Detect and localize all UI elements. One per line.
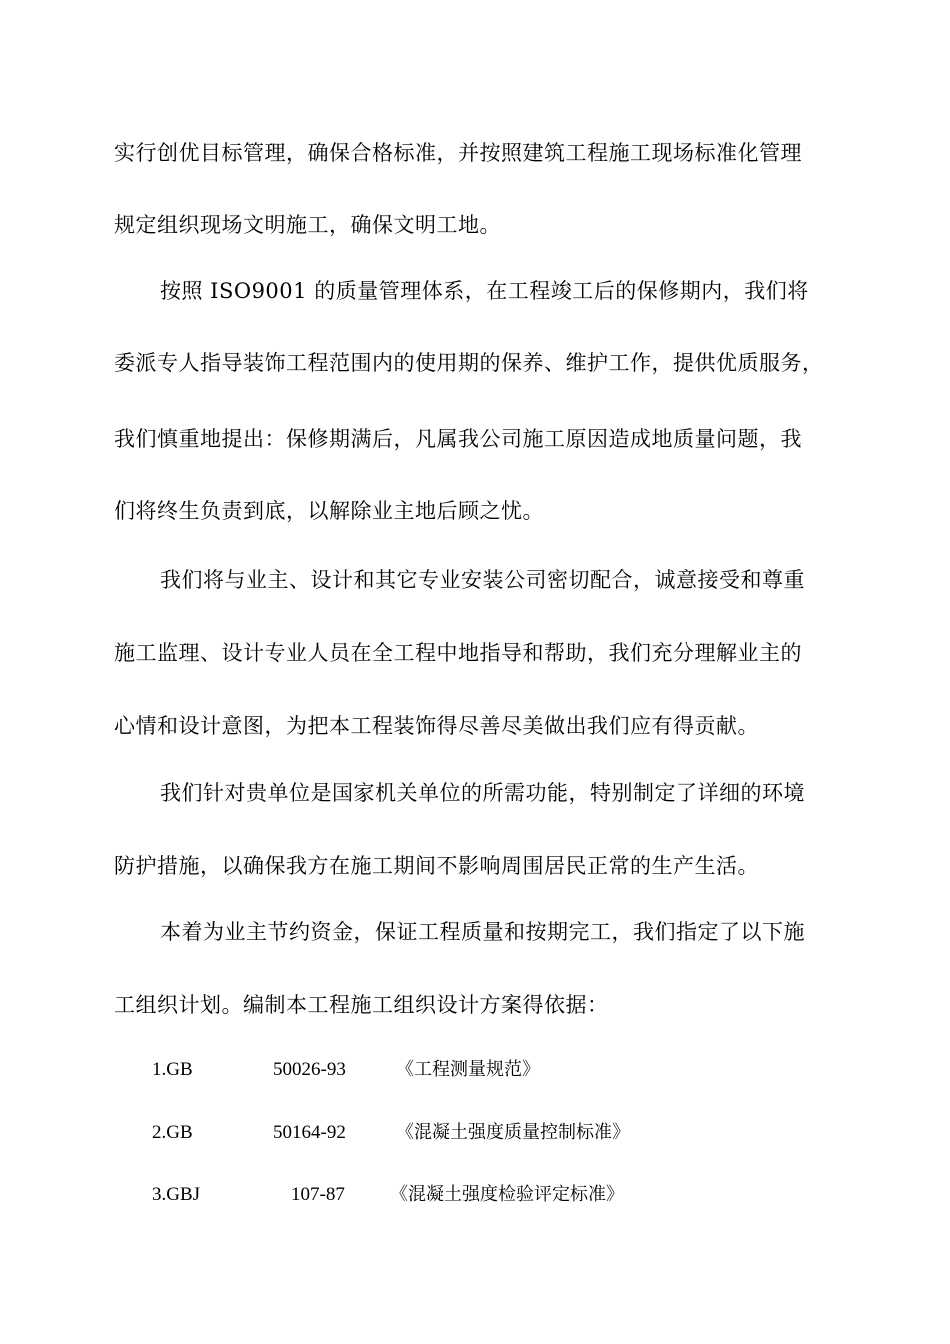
paragraph-3-line-1: 我们将与业主、设计和其它专业安装公司密切配合，诚意接受和尊重 (160, 568, 805, 592)
paragraph-4-line-1: 我们针对贵单位是国家机关单位的所需功能，特别制定了详细的环境 (160, 781, 805, 805)
standard-title: 《混凝土强度检验评定标准》 (390, 1184, 624, 1205)
standard-item-3 (152, 1182, 672, 1208)
standard-item-2 (152, 1120, 672, 1146)
standard-title: 《工程测量规范》 (396, 1059, 540, 1080)
standard-code: 50026-93 (273, 1059, 346, 1080)
standard-number: 3.GBJ (152, 1184, 201, 1205)
paragraph-5-line-2: 工组织计划。编制本工程施工组织设计方案得依据： (114, 993, 609, 1017)
paragraph-2-line-3: 我们慎重地提出：保修期满后，凡属我公司施工原因造成地质量问题，我 (114, 427, 802, 451)
paragraph-3-line-3: 心情和设计意图，为把本工程装饰得尽善尽美做出我们应有得贡献。 (114, 714, 759, 738)
standard-item-1 (152, 1057, 652, 1083)
paragraph-2-line-4: 们将终生负责到底，以解除业主地后顾之忧。 (114, 499, 544, 523)
standard-title: 《混凝土强度质量控制标准》 (396, 1122, 630, 1143)
standard-number: 2.GB (152, 1122, 193, 1143)
paragraph-3-line-2: 施工监理、设计专业人员在全工程中地指导和帮助，我们充分理解业主的 (114, 641, 802, 665)
paragraph-2-line-2: 委派专人指导装饰工程范围内的使用期的保养、维护工作，提供优质服务， (114, 351, 824, 375)
paragraph-2-line-1: 按照 ISO9001 的质量管理体系，在工程竣工后的保修期内，我们将 (160, 279, 809, 303)
paragraph-5-line-1: 本着为业主节约资金，保证工程质量和按期完工，我们指定了以下施 (160, 920, 805, 944)
paragraph-1-line-1: 实行创优目标管理，确保合格标准，并按照建筑工程施工现场标准化管理 (114, 141, 802, 165)
paragraph-1-line-2: 规定组织现场文明施工，确保文明工地。 (114, 213, 501, 237)
standard-number: 1.GB (152, 1059, 193, 1080)
standard-code: 107-87 (291, 1184, 345, 1205)
paragraph-4-line-2: 防护措施，以确保我方在施工期间不影响周围居民正常的生产生活。 (114, 854, 759, 878)
standard-code: 50164-92 (273, 1122, 346, 1143)
